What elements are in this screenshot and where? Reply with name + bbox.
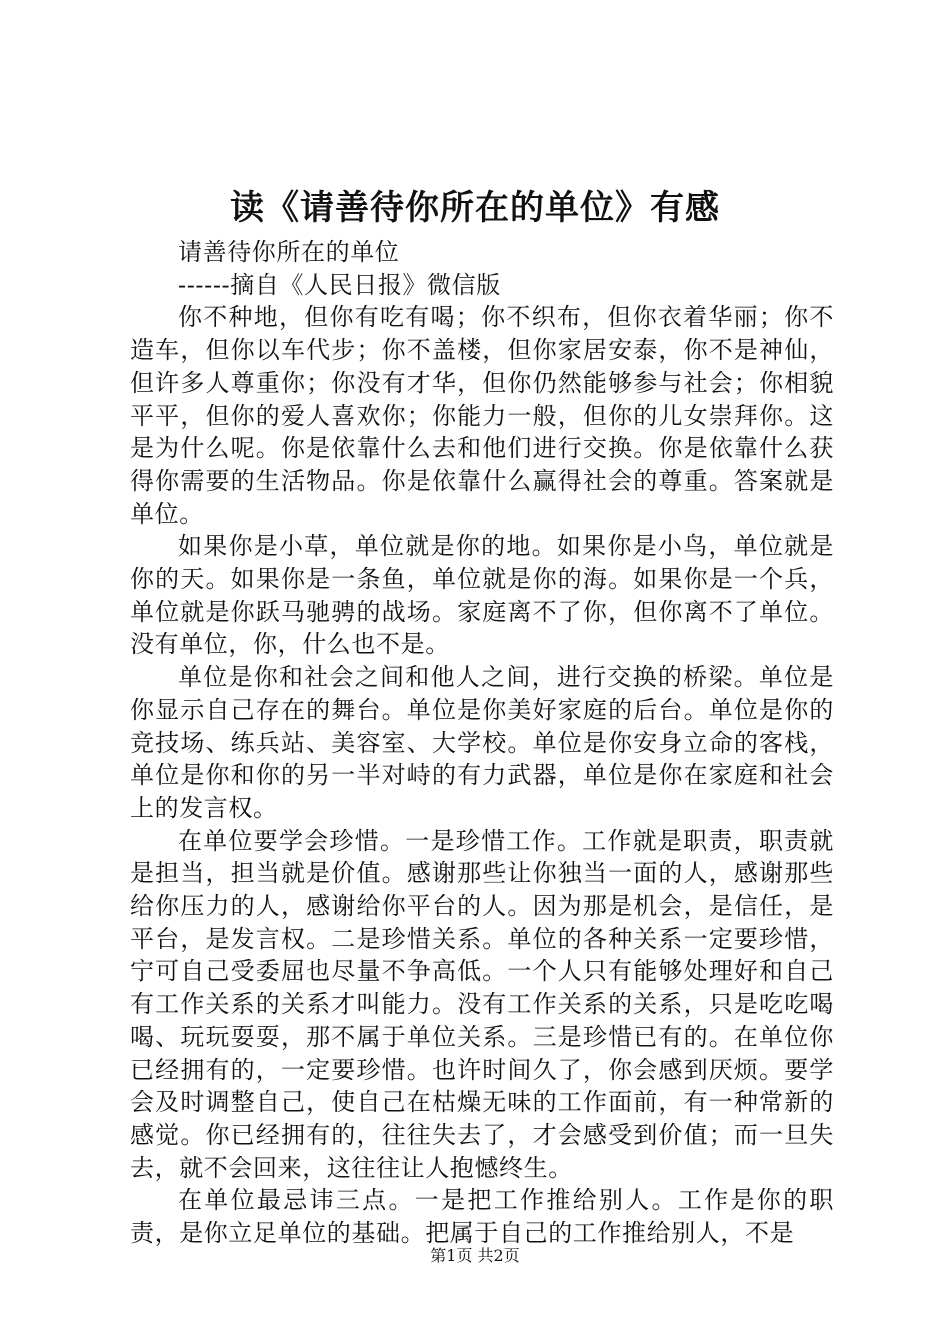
paragraph: 如果你是小草，单位就是你的地。如果你是小鸟，单位就是你的天。如果你是一条鱼，单位就是你的海。如果你是一个兵，单位就是你跃马驰骋的战场。家庭离不了你，但你离不了单位。没有单位，你，什么也不是。 xyxy=(130,532,834,659)
paragraph: 在单位要学会珍惜。一是珍惜工作。工作就是职责，职责就是担当，担当就是价值。感谢那些让你独当一面的人，感谢那些给你压力的人，感谢给你平台的人。因为那是机会，是信任，是平台，是发言权。二是珍惜关系。单位的各种关系一定要珍惜，宁可自己受委屈也尽量不争高低。一个人只有能够处理好和自己有工作关系的关系才叫能力。没有工作关系的关系，只是吃吃喝喝、玩玩耍耍，那不属于单位关系。三是珍惜已有的。在单位你已经拥有的，一定要珍惜。也许时间久了，你会感到厌烦。要学会及时调整自己，使自己在枯燥无味的工作面前，有一种常新的感觉。你已经拥有的，往往失去了，才会感受到价值；而一旦失去，就不会回来，这往往让人抱憾终生。 xyxy=(130,826,834,1182)
document-body xyxy=(130,236,834,1250)
subtitle: 请善待你所在的单位 xyxy=(178,238,400,266)
document-title: 读《请善待你所在的单位》有感 xyxy=(230,188,720,228)
source-line: ------摘自《人民日报》微信版 xyxy=(178,270,501,299)
paragraph: 你不种地，但你有吃有喝；你不织布，但你衣着华丽；你不造车，但你以车代步；你不盖楼，但你家居安泰，你不是神仙，但许多人尊重你；你没有才华，但你仍然能够参与社会；你相貌平平，但你的爱人喜欢你；你能力一般，但你的儿女崇拜你。这是为什么呢。你是依靠什么去和他们进行交换。你是依靠什么获得你需要的生活物品。你是依靠什么赢得社会的尊重。答案就是单位。 xyxy=(130,303,834,528)
page-footer: 第1页 共2页 xyxy=(430,1246,520,1265)
paragraph: 单位是你和社会之间和他人之间，进行交换的桥梁。单位是你显示自己存在的舞台。单位是你美好家庭的后台。单位是你的竞技场、练兵站、美容室、大学校。单位是你安身立命的客栈，单位是你和你的另一半对峙的有力武器，单位是你在家庭和社会上的发言权。 xyxy=(130,663,834,822)
paragraph: 在单位最忌讳三点。一是把工作推给别人。工作是你的职责，是你立足单位的基础。把属于自己的工作推给别人，不是 xyxy=(130,1186,834,1248)
